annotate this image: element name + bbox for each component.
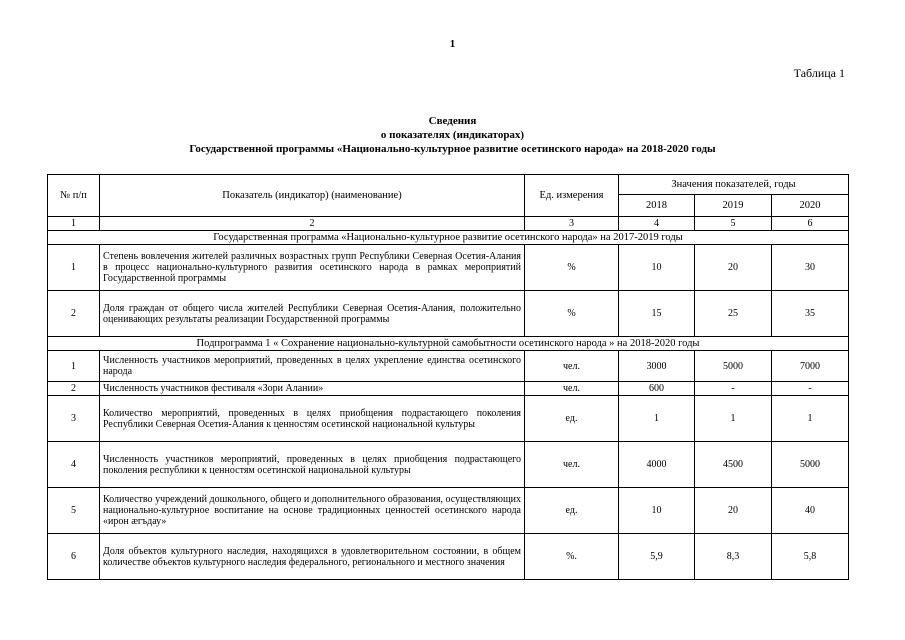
row-indicator: Численность участников мероприятий, проведенных в целях укрепление единства осетинского народа <box>100 351 525 382</box>
row-value-2018: 600 <box>619 382 695 396</box>
row-value-2018: 5,9 <box>619 534 695 580</box>
row-num: 4 <box>48 442 100 488</box>
header-indicator: Показатель (индикатор) (наименование) <box>100 175 525 217</box>
row-num: 3 <box>48 396 100 442</box>
row-value-2018: 4000 <box>619 442 695 488</box>
heading-line-3: Государственной программы «Национально-культурное развитие осетинского народа» на 2018-2020 годы <box>189 143 716 155</box>
row-value-2018: 10 <box>619 245 695 291</box>
row-value-2018: 10 <box>619 488 695 534</box>
table-row <box>48 396 849 442</box>
row-value-2020: 35 <box>772 291 849 337</box>
row-value-2020: - <box>772 382 849 396</box>
row-unit: % <box>525 291 619 337</box>
row-value-2020: 7000 <box>772 351 849 382</box>
header-unit: Ед. измерения <box>525 175 619 217</box>
row-num: 6 <box>48 534 100 580</box>
row-indicator: Численность участников мероприятий, проведенных в целях приобщения подрастающего поколения республики к ценностям осетинской национальной культуры <box>100 442 525 488</box>
column-number: 4 <box>619 217 695 231</box>
table-row <box>48 351 849 382</box>
column-number: 5 <box>695 217 772 231</box>
document-heading <box>0 114 905 156</box>
row-unit: чел. <box>525 382 619 396</box>
row-value-2019: 25 <box>695 291 772 337</box>
section-row <box>48 337 849 351</box>
table-label: Таблица 1 <box>793 66 845 80</box>
row-indicator: Доля объектов культурного наследия, находящихся в удовлетворительном состоянии, в общем количестве объектов культурного наследия федерального, регионального и местного значения <box>100 534 525 580</box>
column-number: 1 <box>48 217 100 231</box>
table-row <box>48 442 849 488</box>
row-value-2019: 20 <box>695 245 772 291</box>
row-value-2019: 5000 <box>695 351 772 382</box>
column-numbers-row <box>48 217 849 231</box>
row-unit: чел. <box>525 442 619 488</box>
row-value-2020: 5,8 <box>772 534 849 580</box>
header-year-2020: 2020 <box>772 195 849 217</box>
table-row <box>48 488 849 534</box>
row-value-2020: 30 <box>772 245 849 291</box>
column-number: 3 <box>525 217 619 231</box>
section-title: Подпрограмма 1 « Сохранение национально-культурной самобытности осетинского народа » на 2018-2020 годы <box>48 337 849 351</box>
column-number: 6 <box>772 217 849 231</box>
row-indicator: Доля граждан от общего числа жителей Республики Северная Осетия-Алания, положительно оценивающих результаты реализации Государственной программы <box>100 291 525 337</box>
row-unit: %. <box>525 534 619 580</box>
page-number: 1 <box>449 38 456 50</box>
row-value-2019: 4500 <box>695 442 772 488</box>
row-value-2020: 1 <box>772 396 849 442</box>
row-unit: % <box>525 245 619 291</box>
row-indicator: Количество учреждений дошкольного, общего и дополнительного образования, осуществляющих национально-культурное воспитание на основе традиционных ценностей осетинского народа «ирон æгъдау» <box>100 488 525 534</box>
row-unit: чел. <box>525 351 619 382</box>
row-value-2018: 15 <box>619 291 695 337</box>
header-year-2018: 2018 <box>619 195 695 217</box>
row-value-2019: - <box>695 382 772 396</box>
row-num: 2 <box>48 291 100 337</box>
table-row <box>48 245 849 291</box>
heading-line-2: о показателях (индикаторах) <box>380 129 525 141</box>
table-row <box>48 382 849 396</box>
section-title: Государственная программа «Национально-культурное развитие осетинского народа» на 2017-2019 годы <box>48 231 849 245</box>
row-value-2019: 1 <box>695 396 772 442</box>
section-row <box>48 231 849 245</box>
header-year-2019: 2019 <box>695 195 772 217</box>
row-value-2019: 20 <box>695 488 772 534</box>
row-num: 2 <box>48 382 100 396</box>
row-indicator: Степень вовлечения жителей различных возрастных групп Республики Северная Осетия-Алания в процесс национально-культурного развития осетинского народа в рамках мероприятий Государственной программы <box>100 245 525 291</box>
row-value-2020: 40 <box>772 488 849 534</box>
table-row <box>48 291 849 337</box>
row-value-2018: 3000 <box>619 351 695 382</box>
table-row <box>48 534 849 580</box>
header-num: № п/п <box>48 175 100 217</box>
row-unit: ед. <box>525 396 619 442</box>
row-value-2020: 5000 <box>772 442 849 488</box>
row-indicator: Количество мероприятий, проведенных в целях приобщения подрастающего поколения Республики Северная Осетия-Алания к ценностям осетинской национальной культуры <box>100 396 525 442</box>
header-values-group: Значения показателей, годы <box>619 175 849 195</box>
column-number: 2 <box>100 217 525 231</box>
row-num: 1 <box>48 245 100 291</box>
row-indicator: Численность участников фестиваля «Зори Алании» <box>100 382 525 396</box>
heading-line-1: Сведения <box>428 115 477 127</box>
row-num: 5 <box>48 488 100 534</box>
row-value-2018: 1 <box>619 396 695 442</box>
row-num: 1 <box>48 351 100 382</box>
indicators-table <box>47 174 849 580</box>
row-unit: ед. <box>525 488 619 534</box>
row-value-2019: 8,3 <box>695 534 772 580</box>
